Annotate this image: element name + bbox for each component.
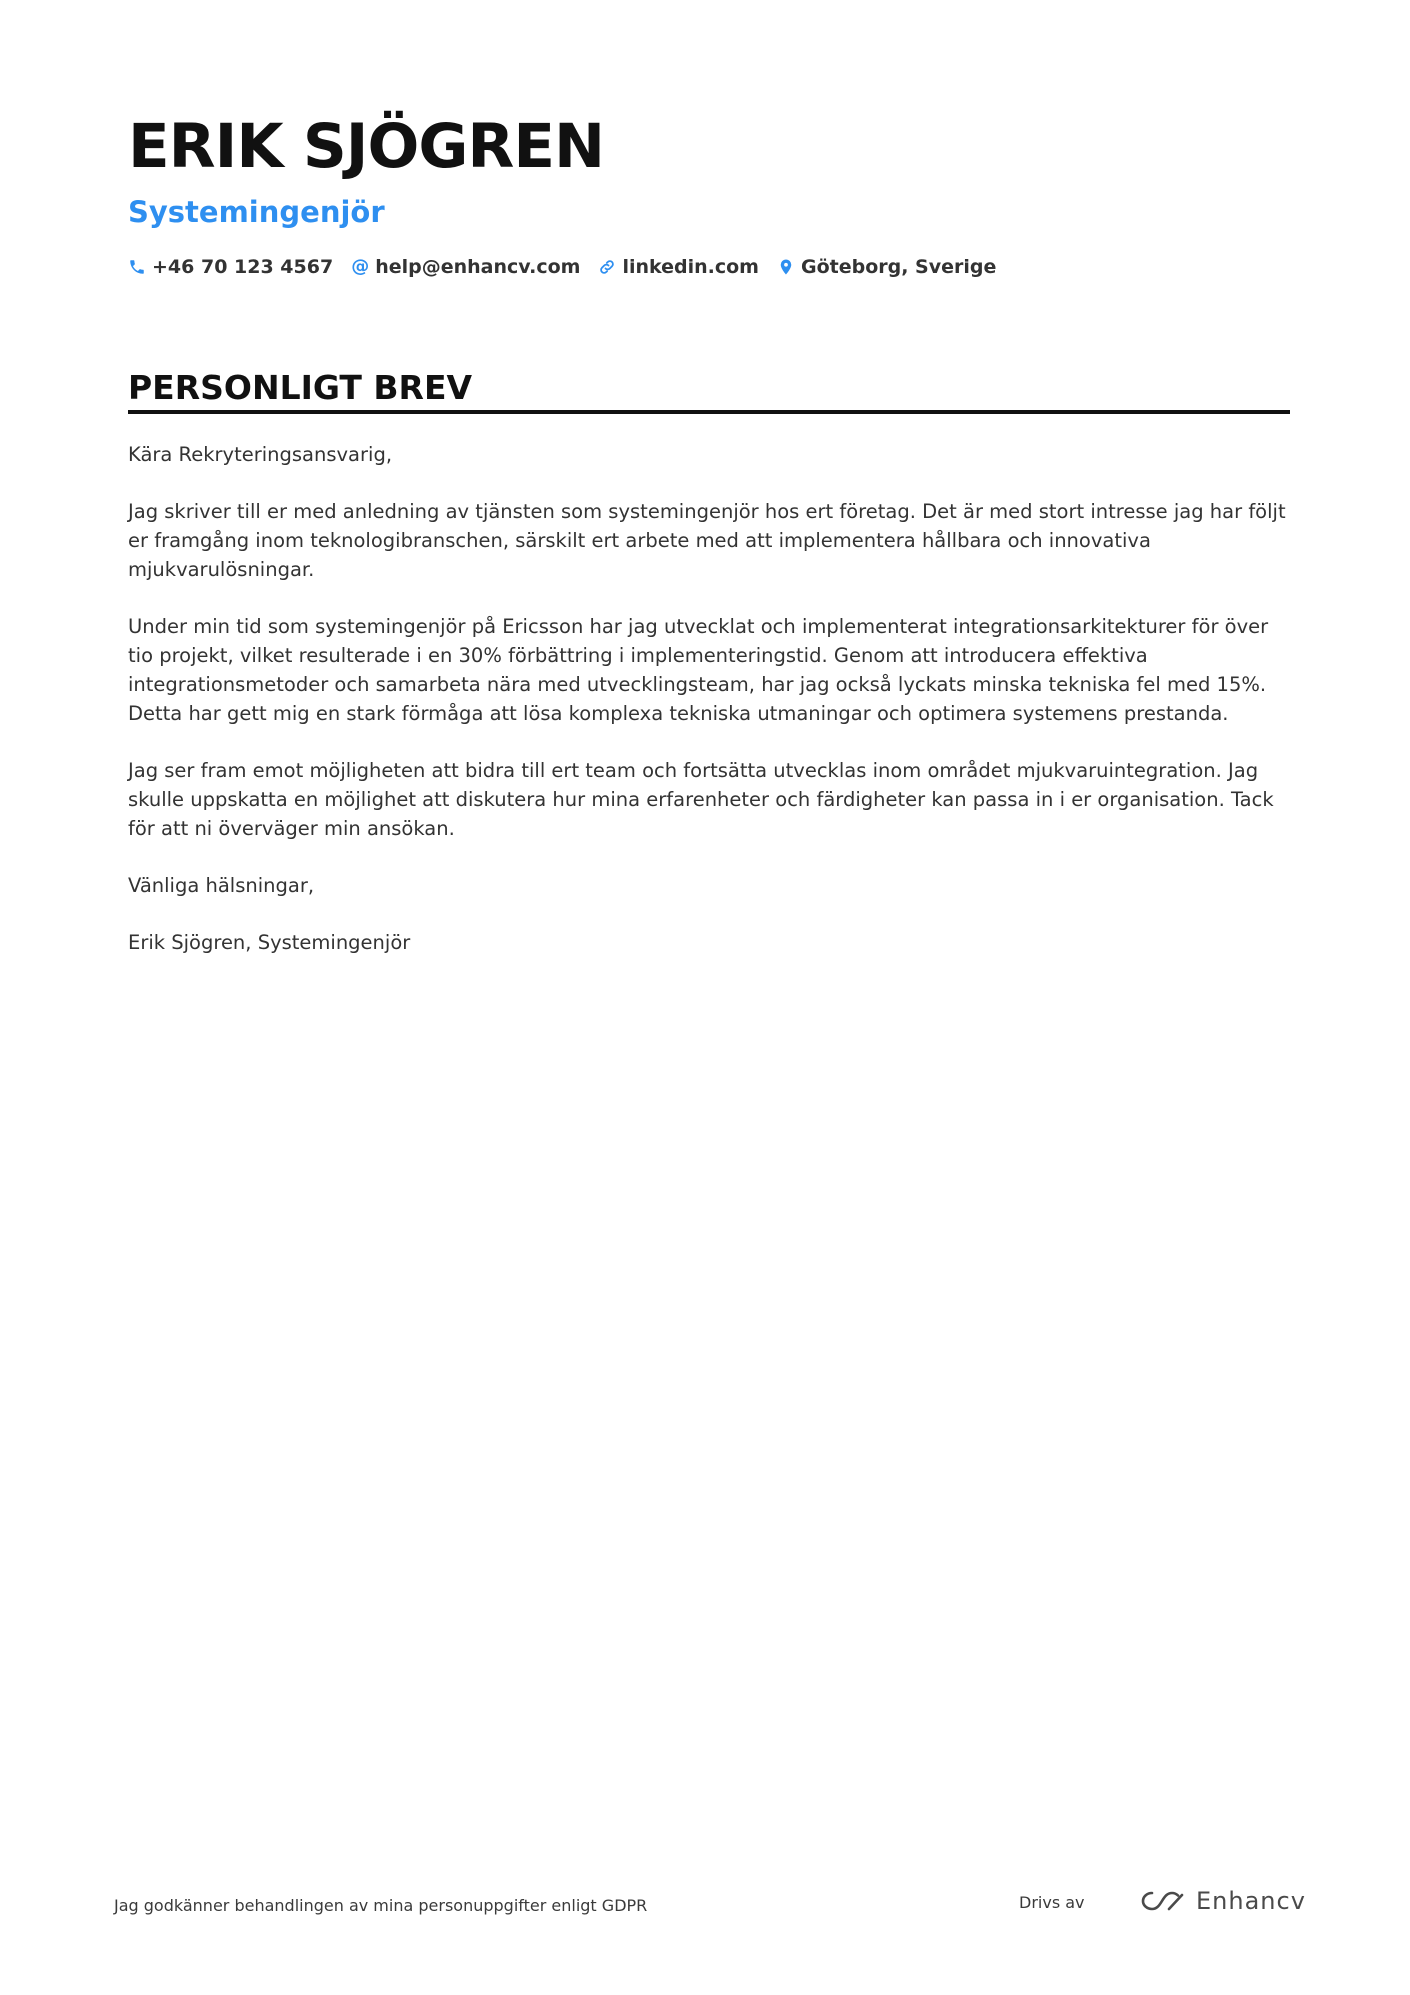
contact-linkedin-text[interactable]: linkedin.com <box>622 256 759 278</box>
letter-paragraph: Under min tid som systemingenjör på Ericsson har jag utvecklat och implementerat integrationsarkitekturer för över tio projekt, vilket resulterade i en 30% förbättring i implementeringstid. Genom att introducera effektiva integrationsmetoder och samarbeta nära med utvecklingsteam, har jag också lyckats minska tekniska fel med 15%. Detta har gett mig en stark förmåga att lösa komplexa tekniska utmaningar och optimera systemens prestanda. <box>128 615 1269 725</box>
gdpr-consent-note: Jag godkänner behandlingen av mina personuppgifter enligt GDPR <box>114 1896 648 1915</box>
letter-signature: Erik Sjögren, Systemingenjör <box>128 931 411 954</box>
at-icon: @ <box>351 256 370 277</box>
location-pin-icon <box>777 258 795 276</box>
section-divider <box>128 410 1290 414</box>
contact-phone <box>128 256 333 278</box>
link-icon <box>598 258 616 276</box>
contact-email[interactable] <box>351 256 580 278</box>
enhancv-logo-icon <box>1138 1887 1186 1915</box>
contact-location-text: Göteborg, Sverige <box>800 256 997 278</box>
brand-name: Enhancv <box>1196 1887 1306 1915</box>
section-title: PERSONLIGT BREV <box>128 368 473 407</box>
contact-info-row <box>128 252 1014 282</box>
candidate-name: ERIK SJÖGREN <box>128 111 605 182</box>
letter-paragraph: Jag skriver till er med anledning av tjänsten som systemingenjör hos ert företag. Det är med stort intresse jag har följt er framgång inom teknologibranschen, särskilt ert arbete med att implementera hållbara och innovativa mjukvarulösningar. <box>128 500 1286 581</box>
powered-by-label: Drivs av <box>1019 1893 1085 1912</box>
letter-paragraph: Jag ser fram emot möjligheten att bidra till ert team och fortsätta utvecklas inom området mjukvaruintegration. Jag skulle uppskatta en möjlighet att diskutera hur mina erfarenheter och färdigheter kan passa in i er organisation. Tack för att ni överväger min ansökan. <box>128 759 1274 840</box>
candidate-job-title: Systemingenjör <box>128 195 385 229</box>
phone-icon <box>128 258 146 276</box>
letter-closing: Vänliga hälsningar, <box>128 874 315 897</box>
contact-email-text[interactable]: help@enhancv.com <box>375 256 581 278</box>
contact-linkedin[interactable] <box>598 256 759 278</box>
contact-phone-text: +46 70 123 4567 <box>152 256 334 278</box>
enhancv-brand[interactable] <box>1138 1886 1306 1916</box>
letter-greeting: Kära Rekryteringsansvarig, <box>128 443 393 466</box>
letter-body <box>128 440 1290 985</box>
contact-location <box>777 256 996 278</box>
